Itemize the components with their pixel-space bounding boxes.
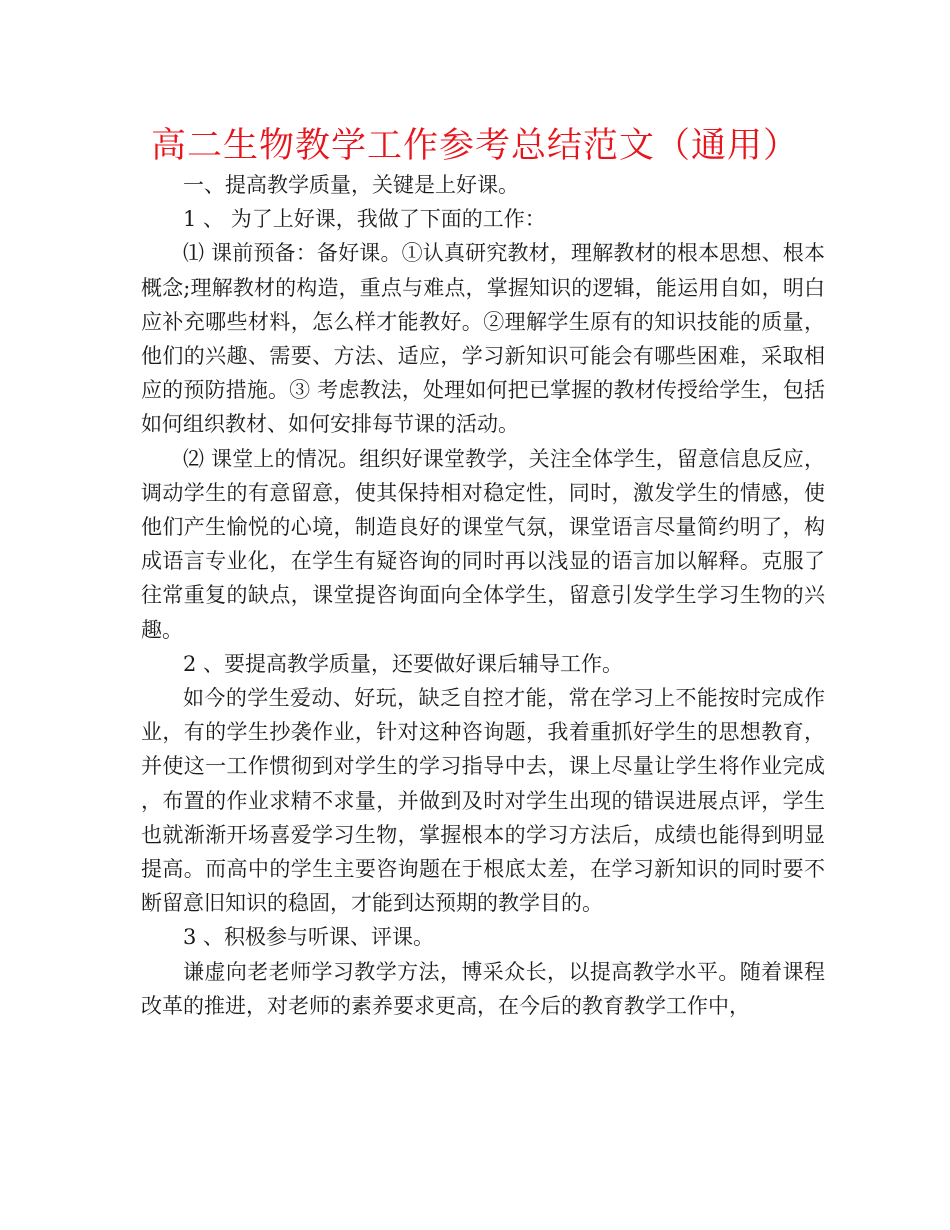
- document-title: 高二生物教学工作参考总结范文（通用）: [150, 126, 799, 166]
- subheading-3: 3 、积极参与听课、评课。: [183, 925, 435, 950]
- paragraph-learning-from-teachers: 谦虚向老老师学习教学方法，博采众长，以提高教学水平。随着课程改革的推进，对老师的素养要求更高，在今后的教育教学工作中，: [141, 959, 825, 1018]
- subheading-1: 1 、 为了上好课，我做了下面的工作：: [183, 207, 546, 232]
- section-heading-1: 一、提高教学质量，关键是上好课。: [183, 173, 519, 197]
- paragraph-lesson-preparation: ⑴ 课前预备：备好课。①认真研究教材，理解教材的根本思想、根本概念;理解教材的构造，重点与难点，掌握知识的逻辑，能运用自如，明白应补充哪些材料，怎么样才能教好。②理解学生原有的知识技能的质量，他们的兴趣、需要、方法、适应，学习新知识可能会有哪些困难，采取相应的预防措施。③ 考虑教法，处理如何把已掌握的教材传授给学生，包括如何组织教材、如何安排每节课的活动。: [141, 241, 825, 437]
- paragraph-classroom: ⑵ 课堂上的情况。组织好课堂教学，关注全体学生，留意信息反应，调动学生的有意留意，使其保持相对稳定性，同时，激发学生的情感，使他们产生愉悦的心境，制造良好的课堂气氛，课堂语言尽量简约明了，构成语言专业化，在学生有疑咨询的同时再以浅显的语言加以解释。克服了往常重复的缺点，课堂提咨询面向全体学生，留意引发学生学习生物的兴趣。: [141, 446, 825, 642]
- document-body: [141, 168, 825, 1023]
- paragraph-after-class-tutoring: 如今的学生爱动、好玩，缺乏自控才能，常在学习上不能按时完成作业，有的学生抄袭作业，针对这种咨询题，我着重抓好学生的思想教育，并使这一工作惯彻到对学生的学习指导中去，课上尽量让学生将作业完成，布置的作业求精不求量，并做到及时对学生出现的错误进展点评，学生也就渐渐开场喜爱学习生物，掌握根本的学习方法后，成绩也能得到明显提高。而高中的学生主要咨询题在于根底太差，在学习新知识的同时要不断留意旧知识的稳固，才能到达预期的教学目的。: [141, 686, 825, 916]
- subheading-2: 2 、要提高教学质量，还要做好课后辅导工作。: [183, 651, 624, 676]
